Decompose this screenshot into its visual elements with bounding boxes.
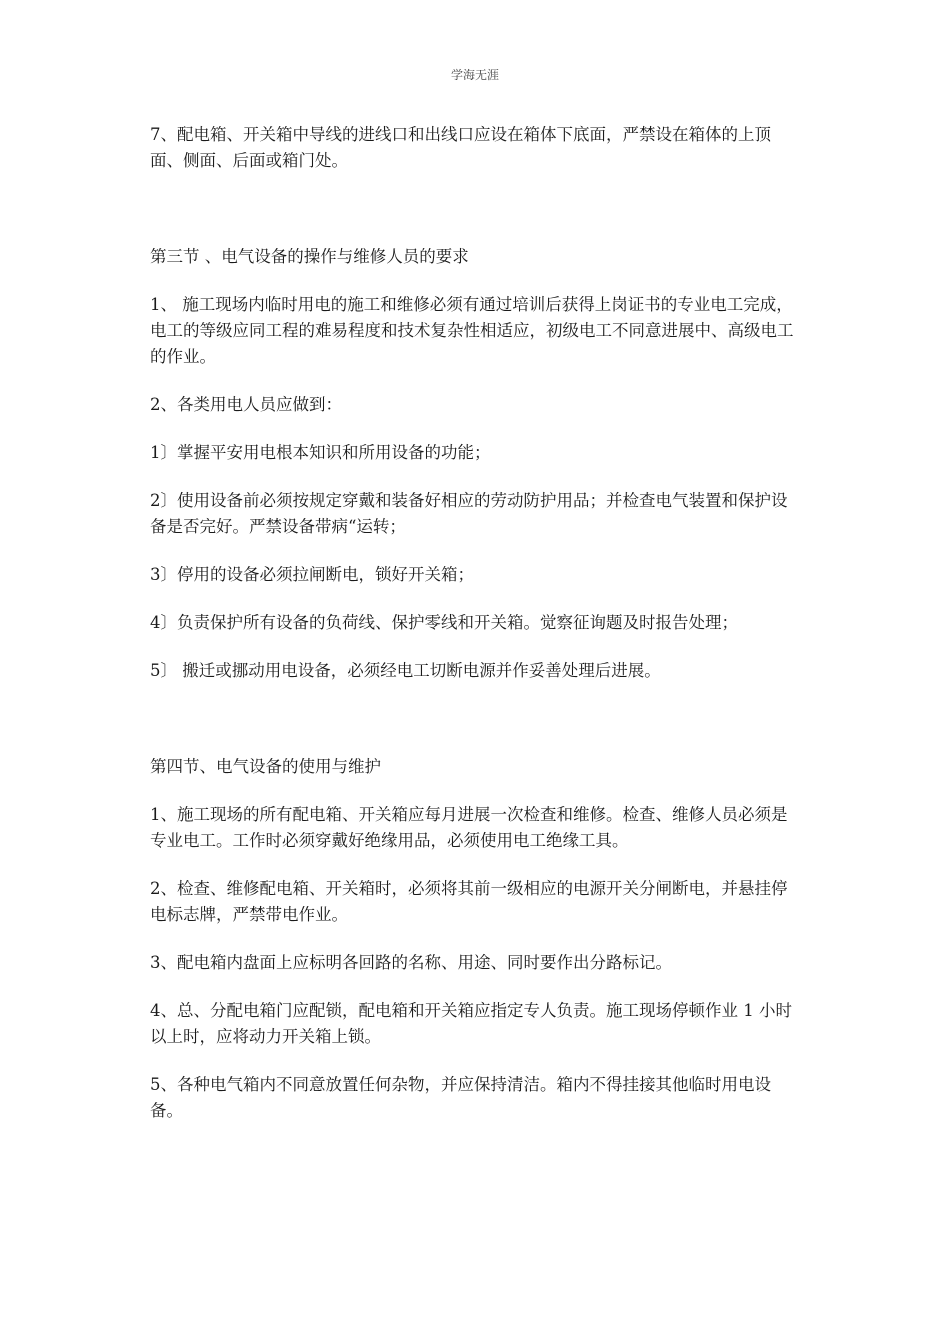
section-gap bbox=[150, 684, 800, 754]
paragraph-4-3: 3、配电箱内盘面上应标明各回路的名称、用途、同时要作出分路标记。 bbox=[150, 953, 672, 972]
item-3-2-1: 1〕掌握平安用电根本知识和所用设备的功能； bbox=[150, 443, 491, 462]
item-3-2-5: 5〕 搬迁或挪动用电设备，必须经电工切断电源并作妥善处理后进展。 bbox=[150, 661, 661, 680]
paragraph-7: 7、配电箱、开关箱中导线的进线口和出线口应设在箱体下底面，严禁设在箱体的上顶面、侧面、后面或箱门处。 bbox=[150, 125, 771, 170]
item-3-2-4: 4〕负责保护所有设备的负荷线、保护零线和开关箱。觉察征询题及时报告处理； bbox=[150, 613, 738, 632]
page-header: 学海无涯 bbox=[450, 68, 499, 82]
paragraph-4-5: 5、各种电气箱内不同意放置任何杂物，并应保持清洁。箱内不得挂接其他临时用电设备。 bbox=[150, 1075, 771, 1120]
document-body bbox=[150, 122, 800, 1124]
paragraph-3-2: 2、各类用电人员应做到： bbox=[150, 395, 342, 414]
section-title-4: 第四节、电气设备的使用与维护 bbox=[150, 757, 381, 776]
section-gap bbox=[150, 174, 800, 244]
item-3-2-2: 2〕使用设备前必须按规定穿戴和装备好相应的劳动防护用品；并检查电气装置和保护设备是否完好。严禁设备带病“运转； bbox=[150, 491, 788, 536]
paragraph-4-2: 2、检查、维修配电箱、开关箱时，必须将其前一级相应的电源开关分闸断电，并悬挂停电标志牌，严禁带电作业。 bbox=[150, 879, 788, 924]
paragraph-4-4: 4、总、分配电箱门应配锁，配电箱和开关箱应指定专人负责。施工现场停顿作业 1 小时以上时，应将动力开关箱上锁。 bbox=[150, 1001, 792, 1046]
item-3-2-3: 3〕停用的设备必须拉闸断电，锁好开关箱； bbox=[150, 565, 474, 584]
paragraph-3-1: 1、 施工现场内临时用电的施工和维修必须有通过培训后获得上岗证书的专业电工完成，电工的等级应同工程的难易程度和技术复杂性相适应，初级电工不同意进展中、高级电工的作业。 bbox=[150, 295, 794, 366]
section-title-3: 第三节 、电气设备的操作与维修人员的要求 bbox=[150, 247, 469, 266]
paragraph-4-1: 1、施工现场的所有配电箱、开关箱应每月进展一次检查和维修。检查、维修人员必须是专业电工。工作时必须穿戴好绝缘用品，必须使用电工绝缘工具。 bbox=[150, 805, 788, 850]
